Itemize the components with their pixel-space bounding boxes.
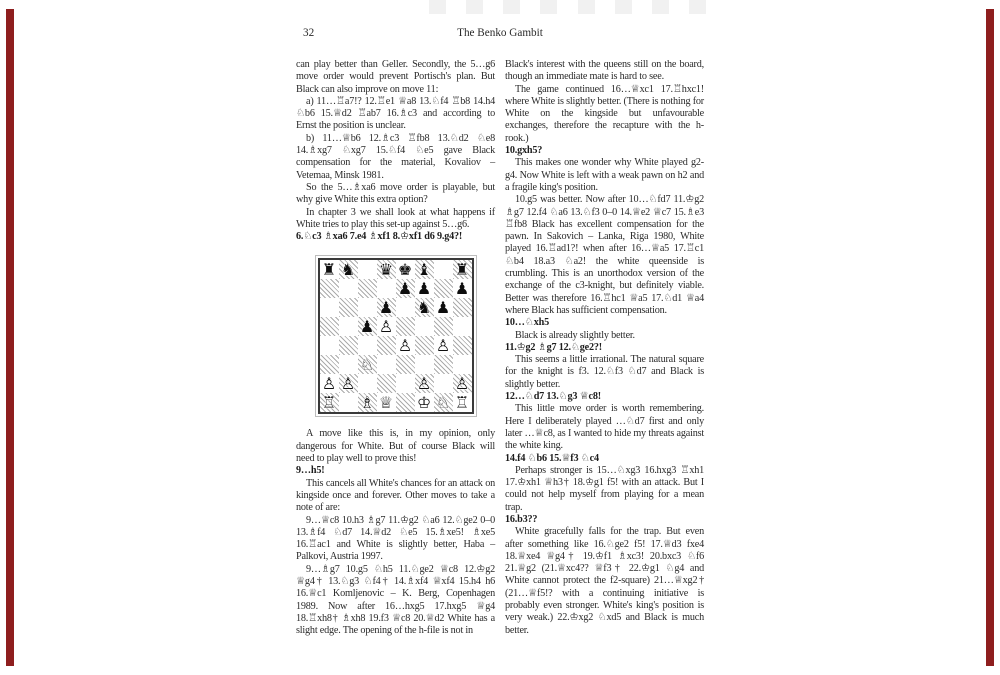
ghost-square (466, 0, 483, 14)
board-square (320, 260, 339, 279)
board-square (339, 336, 358, 355)
board-square (415, 317, 434, 336)
paragraph: can play better than Geller. Secondly, the 5…g6 move order would prevent Portisch's plan. But Black can also improve on move 11: (296, 59, 495, 95)
board-square (415, 393, 434, 412)
white-pawn-icon: ♙ (454, 374, 470, 394)
black-queen-icon: ♛ (378, 260, 394, 280)
ghost-square (689, 0, 706, 14)
black-knight-icon: ♞ (340, 260, 356, 280)
board-square (320, 374, 339, 393)
ghost-square (503, 0, 520, 14)
board-square (396, 298, 415, 317)
board-square (453, 393, 472, 412)
black-pawn-icon: ♟ (435, 298, 451, 318)
board-square (358, 260, 377, 279)
board-square (434, 355, 453, 374)
board-square (434, 260, 453, 279)
board-square (320, 279, 339, 298)
move-heading: 10.gxh5? (505, 145, 543, 157)
board-square (434, 336, 453, 355)
board-square (320, 336, 339, 355)
white-queen-icon: ♕ (378, 393, 394, 413)
black-rook-icon: ♜ (321, 260, 337, 280)
board-square (377, 317, 396, 336)
paragraph: Perhaps stronger is 15…♘xg3 16.hxg3 ♖xh1 17.♔xh1 ♕h3† 18.♔g1 f5! with an attack. But I could not help myself from playing for a mean trap. (505, 464, 704, 513)
board-square (415, 355, 434, 374)
ghost-square (578, 0, 595, 14)
move-heading: 10…♘xh5 (505, 317, 549, 329)
paragraph: White gracefully falls for the trap. But even after something like 16.♘ge2 f5! 17.♕d3 fxe4 18.♕xe4 ♕g4† 19.♔f1 ♗xc3! 20.bxc3 ♘f6 21.♕g2 (21.♕xc4?? ♕f3† 22.♔g1 ♘g4 and White cannot protect the f2-square) 21…♕xg2† (21…♕f5!? with a continuing initiative is probably even stronger. White's king's position is very weak.) 22.♔xg2 ♘xd5 and Black is much better. (505, 526, 704, 636)
board-square (453, 374, 472, 393)
board-square (415, 260, 434, 279)
board-square (339, 355, 358, 374)
white-pawn-icon: ♙ (435, 336, 451, 356)
board-square (358, 374, 377, 393)
board-square (453, 336, 472, 355)
board-square (415, 279, 434, 298)
board-square (339, 298, 358, 317)
black-pawn-icon: ♟ (416, 279, 432, 299)
board-square (320, 317, 339, 336)
board-square (396, 336, 415, 355)
black-king-icon: ♚ (397, 260, 413, 280)
paragraph: Black is already slightly better. (515, 329, 635, 341)
board-square (339, 393, 358, 412)
paragraph: Black's interest with the queens still on the board, though an immediate mate is hard to see. (505, 59, 704, 83)
paragraph: b) 11…♕b6 12.♗c3 ♖fb8 13.♘d2 ♘e8 14.♗xg7 ♘xg7 15.♘f4 ♘e5 gave Black compensation for the material, Kovaliov – Vetemaa, Minsk 1981. (296, 132, 495, 181)
paragraph: This makes one wonder why White played g2-g4. Now White is left with a weak pawn on h2 and a fragile king's position. (505, 157, 704, 193)
board-square (396, 355, 415, 374)
chess-board (318, 258, 474, 414)
white-knight-icon: ♘ (435, 393, 451, 413)
board-square (453, 298, 472, 317)
board-square (377, 279, 396, 298)
white-rook-icon: ♖ (321, 393, 337, 413)
move-heading: 14.f4 ♘b6 15.♕f3 ♘c4 (505, 452, 599, 464)
ghost-square (540, 0, 557, 14)
board-square (415, 374, 434, 393)
ghost-square (615, 0, 632, 14)
white-pawn-icon: ♙ (397, 336, 413, 356)
board-square (358, 317, 377, 336)
board-square (453, 317, 472, 336)
board-square (453, 279, 472, 298)
white-pawn-icon: ♙ (321, 374, 337, 394)
board-square (377, 374, 396, 393)
board-square (415, 336, 434, 355)
board-square (320, 393, 339, 412)
black-knight-icon: ♞ (416, 298, 432, 318)
black-bishop-icon: ♝ (416, 260, 432, 280)
black-rook-icon: ♜ (454, 260, 470, 280)
board-square (377, 260, 396, 279)
move-heading: 9…h5! (296, 465, 325, 477)
left-column (296, 59, 495, 638)
board-square (434, 374, 453, 393)
board-square (377, 355, 396, 374)
board-square (377, 298, 396, 317)
paragraph: a) 11…♖a7!? 12.♖e1 ♕a8 13.♘f4 ♖b8 14.h4 ♘b6 15.♕d2 ♖ab7 16.♗c3 and according to Ernst the position is unclear. (296, 95, 495, 132)
board-square (453, 355, 472, 374)
paragraph: In chapter 3 we shall look at what happens if White tries to play this set-up against 5…g6. (296, 206, 495, 230)
paragraph: This seems a little irrational. The natural square for the knight is f3. 12.♘f3 ♘d7 and Black is slightly better. (505, 354, 704, 390)
paragraph: The game continued 16…♕xc1 17.♖hxc1! where White is slightly better. (There is nothing for White on the kingside but unfavourable exchanges, therefore the recapture with the h-rook.) (505, 83, 704, 144)
board-square (320, 298, 339, 317)
ghost-square (652, 0, 669, 14)
board-square (358, 336, 377, 355)
board-square (396, 317, 415, 336)
left-cover-edge (6, 9, 14, 666)
board-square (453, 260, 472, 279)
board-square (339, 260, 358, 279)
move-heading: 16.b3?? (505, 513, 538, 525)
page-number: 32 (303, 27, 315, 39)
board-square (434, 279, 453, 298)
move-heading: 12…♘d7 13.♘g3 ♕c8! (505, 391, 601, 403)
white-king-icon: ♔ (416, 393, 432, 413)
board-square (396, 374, 415, 393)
board-square (358, 355, 377, 374)
white-pawn-icon: ♙ (340, 374, 356, 394)
white-knight-icon: ♘ (359, 355, 375, 375)
paragraph: This cancels all White's chances for an attack on kingside once and forever. Other moves to take a note of are: (296, 477, 495, 514)
black-pawn-icon: ♟ (378, 298, 394, 318)
white-rook-icon: ♖ (454, 393, 470, 413)
white-bishop-icon: ♗ (359, 393, 375, 413)
board-square (396, 393, 415, 412)
board-square (396, 260, 415, 279)
board-square (339, 374, 358, 393)
chess-diagram (318, 258, 474, 414)
running-title: The Benko Gambit (457, 27, 543, 39)
white-pawn-icon: ♙ (416, 374, 432, 394)
board-square (339, 317, 358, 336)
paragraph: This little move order is worth remembering. Here I deliberately played …♘d7 first and only later …♕c8, as I wanted to hide my threats against the white king. (505, 403, 704, 452)
board-square (377, 336, 396, 355)
black-pawn-icon: ♟ (397, 279, 413, 299)
paragraph: So the 5…♗xa6 move order is playable, but why give White this extra option? (296, 181, 495, 206)
move-heading: 6.♘c3 ♗xa6 7.e4 ♗xf1 8.♔xf1 d6 9.g4?! (296, 231, 463, 243)
ghost-square (429, 0, 446, 14)
board-square (434, 298, 453, 317)
right-cover-edge (986, 9, 994, 666)
paragraph: 9…♕c8 10.h3 ♗g7 11.♔g2 ♘a6 12.♘ge2 0–0 13.♗f4 ♘d7 14.♕d2 ♘e5 15.♗xe5! ♗xe5 16.♖ac1 and White is slightly better, Haba – Palkovi, Austria 1997. (296, 514, 495, 563)
black-pawn-icon: ♟ (454, 279, 470, 299)
move-heading: 11.♔g2 ♗g7 12.♘ge2?! (505, 341, 602, 353)
paragraph: A move like this is, in my opinion, only dangerous for White. But of course Black will need to play well to prove this! (296, 428, 495, 465)
top-edge-artifacts (429, 0, 706, 15)
board-square (320, 355, 339, 374)
white-pawn-icon: ♙ (378, 317, 394, 337)
board-square (358, 279, 377, 298)
board-square (415, 298, 434, 317)
board-square (434, 317, 453, 336)
paragraph: 9…♗g7 10.g5 ♘h5 11.♘ge2 ♕c8 12.♔g2 ♕g4† 13.♘g3 ♘f4† 14.♗xf4 ♕xf4 15.h4 h6 16.♕c1 Komljenovic – K. Berg, Copenhagen 1989. Now after 16…hxg5 17.hxg5 ♕g4 18.♖xh8† ♗xh8 19.f3 ♕c8 20.♕d2 White has a slight edge. The opening of the h-file is not in (296, 563, 495, 637)
board-square (339, 279, 358, 298)
board-square (358, 298, 377, 317)
black-pawn-icon: ♟ (359, 317, 375, 337)
board-square (434, 393, 453, 412)
board-square (377, 393, 396, 412)
paragraph: 10.g5 was better. Now after 10…♘fd7 11.♔g2 ♗g7 12.f4 ♘a6 13.♘f3 0–0 14.♕e2 ♕c7 15.♗e3 ♖fb8 Black has excellent compensation for the pawn. In Sakovich – Lanka, Riga 1980, White played 16.♖ad1?! when after 16…♕a5 17.♖c1 ♘b4 18.a3 ♘a2! the white queenside is crumbling. This is an unorthodox version of the exchange of the c3-knight, but definitely viable. Better was therefore 16.♖hc1 ♕a5 17.♘d1 ♕a4 where Black has sufficient compensation. (505, 194, 704, 316)
right-column (505, 59, 704, 637)
board-square (396, 279, 415, 298)
board-square (358, 393, 377, 412)
